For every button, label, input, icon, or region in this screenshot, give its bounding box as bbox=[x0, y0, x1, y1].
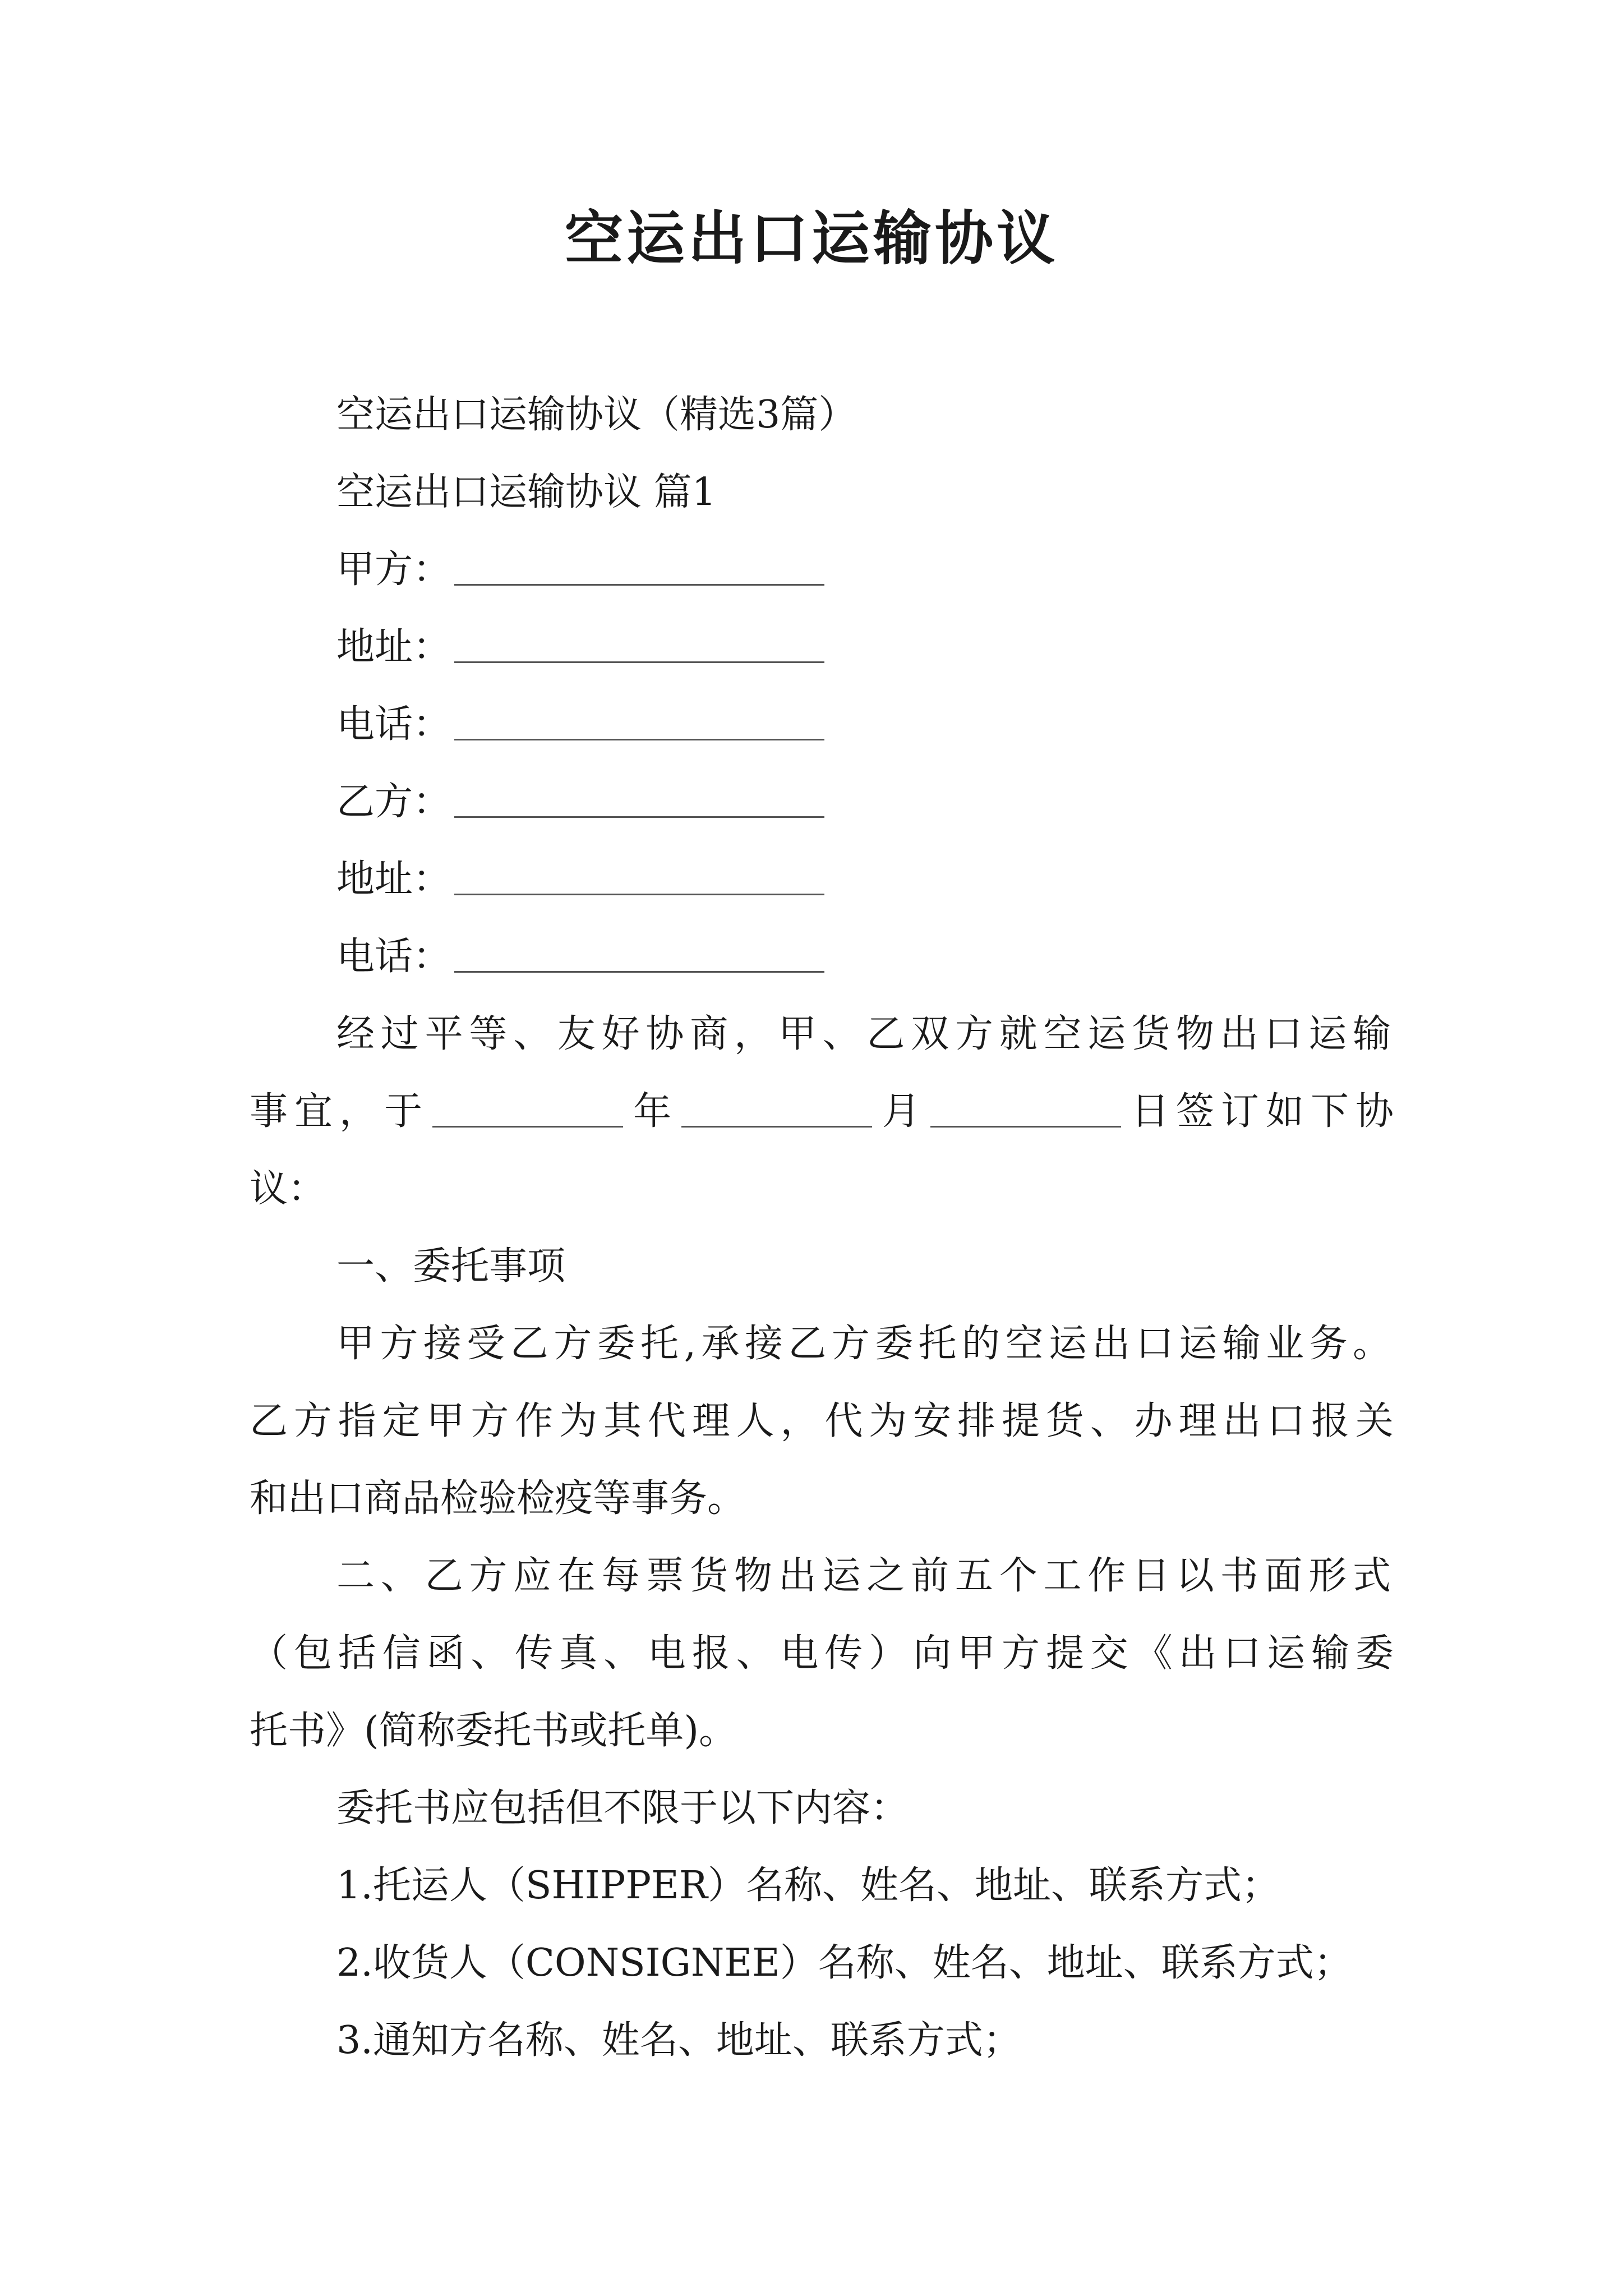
intro-prefix: 事宜，于 bbox=[250, 1089, 429, 1134]
day-blank bbox=[930, 1092, 1121, 1128]
intro-suffix: 日签订如下协 bbox=[1124, 1089, 1394, 1134]
field-label: 乙方： bbox=[336, 780, 451, 824]
clause-1-line-1: 甲方接受乙方委托,承接乙方委托的空运出口运输业务。 bbox=[336, 1322, 1391, 1366]
document-subtitle: 空运出口运输协议（精选3篇） bbox=[336, 393, 857, 437]
fill-in-blank bbox=[454, 628, 824, 663]
clause-2-line-2: （包括信函、传真、电报、电传）向甲方提交《出口运输委 bbox=[250, 1631, 1394, 1676]
month-blank bbox=[681, 1092, 872, 1128]
party-a-phone-field bbox=[336, 697, 1391, 753]
party-b-phone-field bbox=[336, 929, 1391, 985]
document-title: 空运出口运输协议 bbox=[564, 204, 1058, 273]
fill-in-blank bbox=[454, 783, 824, 818]
month-label: 月 bbox=[875, 1089, 927, 1134]
party-b-address-field bbox=[336, 852, 1391, 908]
fill-in-blank bbox=[454, 860, 824, 895]
contents-item-3: 3.通知方名称、姓名、地址、联系方式； bbox=[336, 2018, 1021, 2063]
year-label: 年 bbox=[626, 1089, 678, 1134]
clause-1-line-2: 乙方指定甲方作为其代理人，代为安排提货、办理出口报关 bbox=[250, 1399, 1394, 1443]
field-label: 电话： bbox=[336, 935, 451, 979]
year-blank bbox=[432, 1092, 623, 1128]
field-label: 甲方： bbox=[336, 547, 451, 592]
clause-2-line-3: 托书》(简称委托书或托单)。 bbox=[250, 1709, 737, 1753]
intro-line-3: 议： bbox=[250, 1167, 326, 1211]
intro-line-2 bbox=[250, 1084, 1394, 1140]
fill-in-blank bbox=[454, 937, 824, 973]
contents-item-1: 1.托运人（SHIPPER）名称、姓名、地址、联系方式； bbox=[336, 1864, 1280, 1908]
field-label: 地址： bbox=[336, 857, 451, 901]
contents-item-2: 2.收货人（CONSIGNEE）名称、姓名、地址、联系方式； bbox=[336, 1941, 1352, 1985]
party-a-name-field bbox=[336, 542, 1391, 598]
party-b-name-field bbox=[336, 774, 1391, 830]
field-label: 地址： bbox=[336, 625, 451, 669]
field-label: 电话： bbox=[336, 702, 451, 747]
intro-line-1: 经过平等、友好协商，甲、乙双方就空运货物出口运输 bbox=[336, 1012, 1391, 1056]
contents-intro: 委托书应包括但不限于以下内容： bbox=[336, 1786, 909, 1830]
fill-in-blank bbox=[454, 550, 824, 586]
section-heading: 空运出口运输协议 篇1 bbox=[336, 470, 716, 514]
fill-in-blank bbox=[454, 705, 824, 740]
clause-2-line-1: 二、乙方应在每票货物出运之前五个工作日以书面形式 bbox=[336, 1554, 1391, 1598]
party-a-address-field bbox=[336, 619, 1391, 675]
clause-1-line-3: 和出口商品检验检疫等事务。 bbox=[250, 1476, 746, 1521]
clause-1-heading: 一、委托事项 bbox=[336, 1244, 566, 1289]
